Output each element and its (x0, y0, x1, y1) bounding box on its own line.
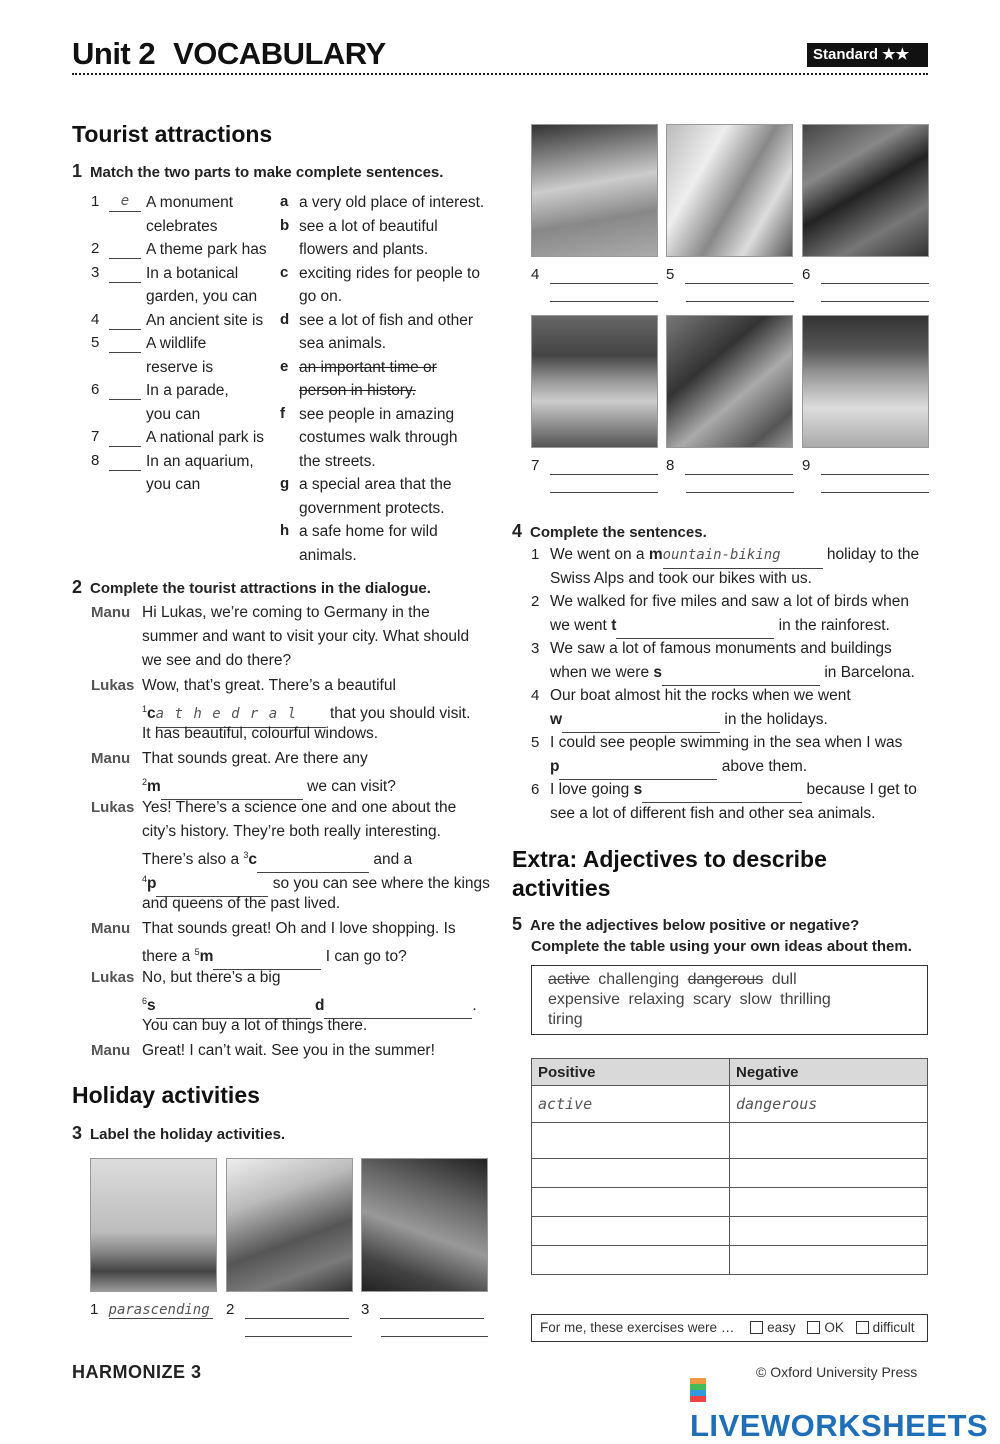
photo-activity-6 (802, 124, 929, 257)
match-left-text: garden, you can (146, 288, 258, 305)
answer-field-1[interactable]: a t h e d r a l (156, 703, 326, 728)
match-left-text: reserve is (146, 358, 214, 376)
item-number: 4 (531, 687, 540, 704)
dialogue-line: city’s history. They’re both really interesting. (142, 823, 441, 840)
option-letter: b (280, 216, 290, 234)
match-left-text: A monument (146, 194, 234, 211)
word-scary[interactable]: scary (692, 991, 732, 1008)
ex5-instruction: 5 Are the adjectives below positive or negative? Complete the table using your own ideas about them. (512, 914, 912, 955)
ex4-field-6[interactable] (642, 778, 802, 803)
label-field-2[interactable] (245, 1301, 349, 1319)
checkbox-ok[interactable] (807, 1321, 820, 1334)
table-cell[interactable]: dangerous (730, 1086, 928, 1123)
match-right-text: exciting rides for people to (299, 264, 480, 282)
ex4-line: w in the holidays. (550, 708, 828, 733)
ex4-line: We walked for five miles and saw a lot of birds when (550, 593, 909, 610)
photo-activity-8 (666, 315, 793, 448)
item-number: 5 (91, 334, 100, 351)
word-active[interactable]: active (548, 971, 590, 988)
label-field-7[interactable] (550, 457, 658, 475)
photo-activity-3 (361, 1158, 488, 1292)
label-field-8-line2[interactable] (686, 492, 794, 493)
match-right-text: see people in amazing (299, 405, 455, 423)
item-number: 7 (91, 428, 100, 445)
dialogue-line: Great! I can’t wait. See you in the summer! (142, 1042, 435, 1059)
photo-mountain-biking (226, 1158, 353, 1292)
match-field-7[interactable] (109, 428, 141, 447)
level-badge: Standard ★★ (807, 43, 928, 67)
dialogue-line: $^6$s d . (142, 990, 477, 1019)
item-number: 3 (531, 640, 540, 657)
option-letter: g (280, 475, 290, 492)
ex4-line: Swiss Alps and took our bikes with us. (550, 570, 812, 587)
dialogue-line: Wow, that’s great. There’s a beautiful (142, 677, 396, 694)
item-number: 3 (91, 263, 100, 281)
match-left-text: In a botanical (146, 264, 239, 282)
match-right-text: costumes walk through (299, 429, 458, 446)
label-row: 4 (531, 266, 658, 284)
word-box (531, 965, 928, 1035)
ex4-line: I could see people swimming in the sea when I was (550, 734, 903, 751)
label-row: 8 (666, 457, 793, 475)
ex4-instruction: 4 Complete the sentences. (512, 521, 707, 541)
label-field-5[interactable] (685, 266, 793, 284)
ex4-line: we went t in the rainforest. (550, 614, 890, 639)
ex4-field-2[interactable] (616, 614, 774, 639)
table-cell[interactable] (532, 1217, 730, 1246)
speaker-lukas: Lukas (91, 677, 135, 694)
word-challenging[interactable]: challenging (598, 971, 680, 988)
label-field-9-line2[interactable] (821, 492, 929, 493)
item-number: 6 (91, 381, 100, 398)
match-right-text: government protects. (299, 499, 445, 517)
item-number: 5 (531, 734, 540, 751)
match-right-text: an important time or (299, 358, 437, 376)
table-cell[interactable] (730, 1217, 928, 1246)
table-cell[interactable] (532, 1188, 730, 1217)
match-right-text: person in history. (299, 382, 416, 399)
match-field-8[interactable] (109, 452, 141, 471)
adjective-table (531, 1058, 928, 1275)
speaker-lukas: Lukas (91, 969, 135, 986)
photo-activity-5 (666, 124, 793, 257)
dialogue-line: $^4$p so you can see where the kings (142, 868, 490, 897)
word-relaxing[interactable]: relaxing (628, 991, 685, 1008)
dialogue-line: $^2$m we can visit? (142, 771, 396, 800)
dialogue-line: Yes! There’s a science one and one about the (142, 799, 457, 816)
dialogue-line: There’s also a $^3$c and a (142, 844, 412, 873)
photo-parascending (90, 1158, 217, 1292)
item-number: 2 (531, 593, 540, 610)
dialogue-line: It has beautiful, colourful windows. (142, 725, 379, 742)
match-right-text: see a lot of beautiful (299, 217, 438, 235)
ex4-line: Our boat almost hit the rocks when we went (550, 687, 851, 704)
ex2-instruction: 2 Complete the tourist attractions in the dialogue. (72, 577, 431, 597)
label-row: 5 (666, 266, 793, 284)
option-letter: e (280, 357, 289, 375)
label-field-2-line2[interactable] (245, 1336, 352, 1337)
label-field-6[interactable] (821, 266, 929, 284)
table-cell[interactable]: active (532, 1086, 730, 1123)
word-row (548, 1010, 911, 1030)
page-title: Unit 2 VOCABULARY (72, 36, 386, 71)
word-row (548, 970, 911, 990)
ex4-line: p above them. (550, 755, 807, 780)
word-dangerous[interactable]: dangerous (687, 971, 764, 988)
label-field-7-line2[interactable] (550, 492, 658, 493)
word-row (548, 990, 911, 1010)
dialogue-line: and queens of the past lived. (142, 895, 341, 912)
match-left-text: A wildlife (146, 335, 207, 352)
label-field-6-line2[interactable] (821, 301, 929, 302)
label-row: 1 parascending (90, 1301, 213, 1319)
match-field-3[interactable] (109, 264, 141, 283)
ex4-line: when we were s in Barcelona. (550, 661, 915, 686)
ex3-instruction: 3 Label the holiday activities. (72, 1123, 286, 1143)
label-field-9[interactable] (821, 457, 929, 475)
speaker-manu: Manu (91, 1042, 131, 1059)
dialogue-line: $^1$ca t h e d r a l that you should visit. (142, 698, 470, 728)
item-number: 4 (91, 310, 100, 328)
ex4-field-5[interactable] (559, 755, 717, 780)
label-row: 6 (802, 266, 929, 284)
item-number: 1 (91, 193, 100, 210)
table-cell[interactable] (730, 1123, 928, 1159)
match-left-text: A national park is (146, 429, 265, 446)
ex4-line: I love going s because I get to (550, 778, 917, 803)
table-cell[interactable] (730, 1159, 928, 1188)
ex4-field-4[interactable] (562, 708, 720, 733)
ex1-instruction: 1 Match the two parts to make complete sentences. (72, 161, 444, 181)
liveworksheets-logo: LIVEWORKSHEETS (690, 1372, 1000, 1444)
table-cell[interactable] (532, 1246, 730, 1275)
col-header-positive: Positive (532, 1059, 730, 1086)
option-letter: f (280, 404, 285, 422)
table-cell[interactable] (532, 1159, 730, 1188)
match-field-1[interactable]: e (109, 193, 141, 212)
photo-activity-9 (802, 315, 929, 448)
match-right-text: flowers and plants. (299, 241, 429, 258)
label-field-5-line2[interactable] (686, 301, 794, 302)
dialogue-line: we see and do there? (142, 652, 292, 669)
match-field-5[interactable] (109, 334, 141, 353)
match-left-text: An ancient site is (146, 311, 264, 329)
copyright: © Oxford University Press (756, 1364, 918, 1380)
ex4-line: We went on a mountain-biking holiday to the (550, 543, 919, 569)
match-right-text: a very old place of interest. (299, 194, 485, 211)
match-left-text: A theme park has (146, 241, 267, 258)
label-field-3[interactable] (380, 1301, 484, 1319)
speaker-manu: Manu (91, 750, 131, 767)
feedback-bar: For me, these exercises were … easy OK difficult (531, 1314, 928, 1342)
item-number: 6 (531, 781, 540, 798)
match-right-text: a special area that the (299, 476, 452, 493)
label-field-1[interactable]: parascending (109, 1302, 213, 1319)
ex4-field-3[interactable] (662, 661, 820, 686)
header-divider (72, 73, 928, 75)
match-field-4[interactable] (109, 311, 141, 330)
option-letter: a (280, 193, 289, 210)
match-right-text: animals. (299, 546, 357, 564)
dialogue-line: Hi Lukas, we’re coming to Germany in the (142, 604, 430, 621)
dialogue-line: That sounds great! Oh and I love shopping. Is (142, 920, 456, 937)
photo-activity-7 (531, 315, 658, 448)
section-heading-extra: Extra: Adjectives to describe activities (512, 846, 827, 901)
photo-activity-4 (531, 124, 658, 257)
label-field-8[interactable] (685, 457, 793, 475)
section-heading-holiday-activities: Holiday activities (72, 1082, 260, 1108)
word-tiring[interactable]: tiring (548, 1011, 583, 1028)
option-letter: h (280, 522, 290, 539)
label-field-3-line2[interactable] (381, 1336, 488, 1337)
speaker-manu: Manu (91, 604, 131, 621)
match-left-text: you can (146, 405, 201, 423)
item-number: 1 (531, 546, 540, 563)
label-field-4[interactable] (550, 266, 658, 284)
label-field-4-line2[interactable] (550, 301, 658, 302)
match-right-text: a safe home for wild (299, 523, 438, 540)
option-letter: d (280, 310, 290, 328)
item-number: 2 (91, 240, 100, 257)
ex4-field-1[interactable]: ountain-biking (663, 544, 823, 569)
match-left-text: In an aquarium, (146, 452, 254, 470)
dialogue-line: You can buy a lot of things there. (142, 1017, 368, 1034)
match-right-text: the streets. (299, 452, 376, 470)
checkbox-difficult[interactable] (856, 1321, 869, 1334)
ex4-line: see a lot of different fish and other sea animals. (550, 805, 876, 822)
brand-logo: HARMONIZE 3 (72, 1362, 202, 1382)
word-expensive[interactable]: expensive (548, 991, 621, 1008)
table-cell[interactable] (730, 1188, 928, 1217)
table-cell[interactable] (730, 1246, 928, 1275)
match-right-text: see a lot of fish and other (299, 311, 474, 329)
dialogue-line: That sounds great. Are there any (142, 750, 368, 767)
label-row: 2 (226, 1301, 349, 1319)
option-letter: c (280, 263, 289, 281)
dialogue-line: there a $^5$m I can go to? (142, 941, 407, 970)
match-right-text: go on. (299, 288, 343, 305)
liveworksheets-icon (690, 1378, 706, 1402)
dialogue-line: No, but there’s a big (142, 969, 281, 986)
checkbox-easy[interactable] (750, 1321, 763, 1334)
label-row: 9 (802, 457, 929, 475)
match-left-text: you can (146, 476, 201, 493)
match-left-text: celebrates (146, 217, 218, 235)
match-field-2[interactable] (109, 240, 141, 259)
section-heading-tourist-attractions: Tourist attractions (72, 121, 273, 147)
item-number: 8 (91, 451, 100, 469)
word-slow[interactable]: slow (739, 991, 772, 1008)
match-left-text: In a parade, (146, 382, 229, 399)
table-cell[interactable] (532, 1123, 730, 1159)
ex4-line: We saw a lot of famous monuments and buildings (550, 640, 892, 657)
speaker-lukas: Lukas (91, 799, 135, 816)
label-row: 7 (531, 457, 658, 475)
word-dull[interactable]: dull (771, 971, 797, 988)
match-right-text: sea animals. (299, 335, 387, 352)
dialogue-line: summer and want to visit your city. What should (142, 628, 470, 645)
label-row: 3 (361, 1301, 484, 1319)
match-field-6[interactable] (109, 381, 141, 400)
word-thrilling[interactable]: thrilling (780, 991, 831, 1008)
col-header-negative: Negative (730, 1059, 928, 1086)
speaker-manu: Manu (91, 920, 131, 937)
